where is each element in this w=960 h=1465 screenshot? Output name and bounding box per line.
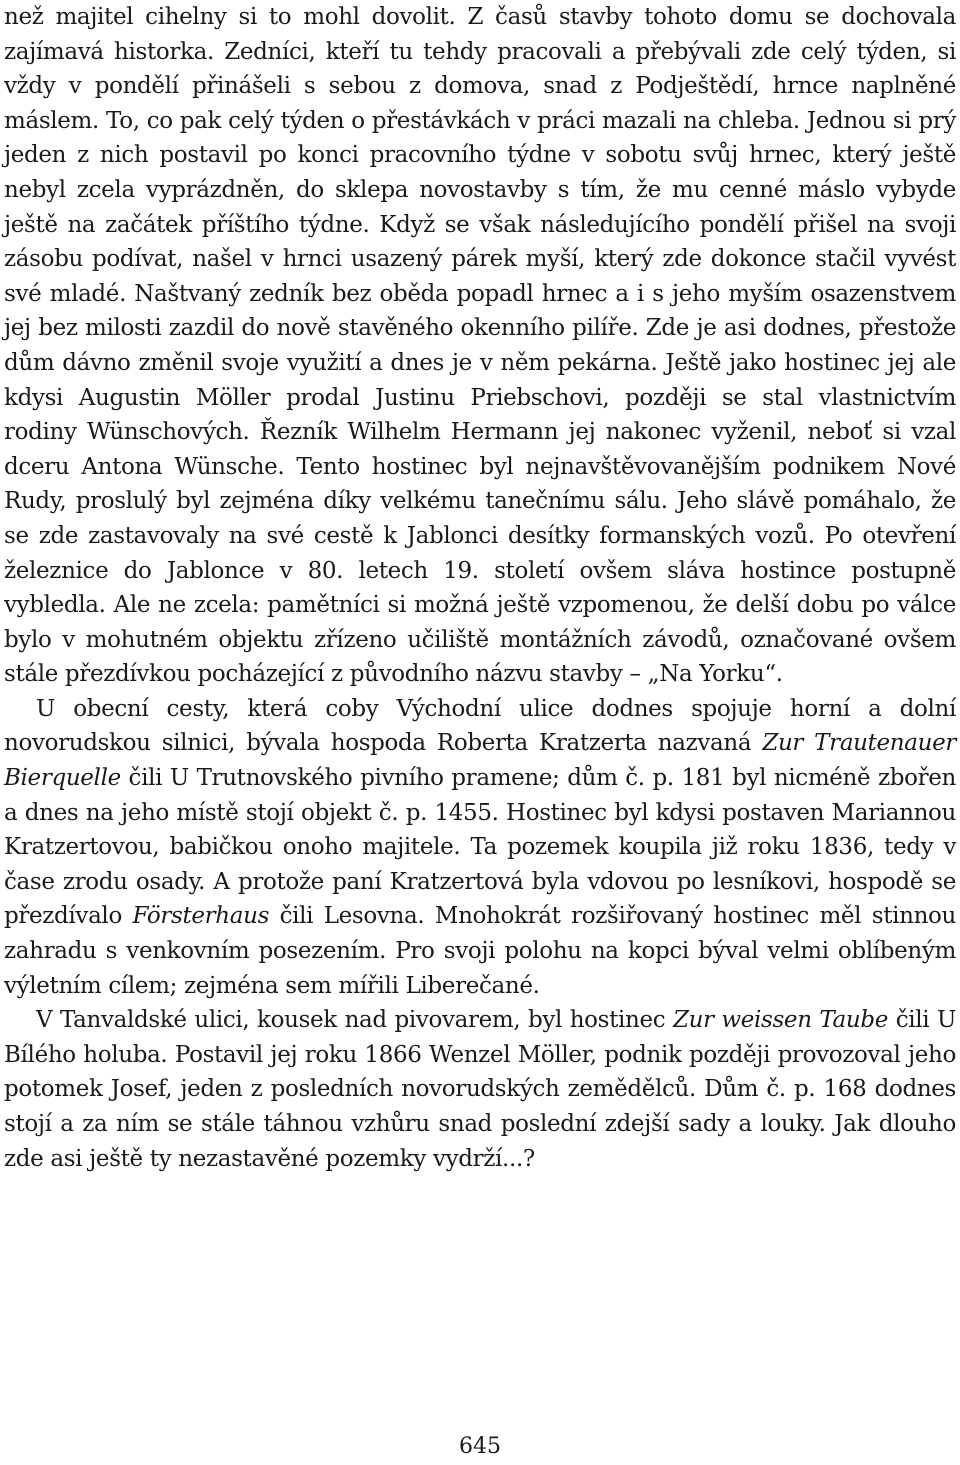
italic-title-run: Zur weissen Taube [672,1007,889,1034]
page-number: 645 [459,1434,501,1459]
text-run: čili U Trutnovského pivního pramene; dům č. p. 181 byl nicméně zbořen a dnes na jeho místě stojí objekt č. p. 1455. Hostinec byl kdysi postaven Mariannou Kratzertovou, babičkou onoho majitele. Ta pozemek koupila již roku 1836, tedy v čase zrodu osady. A protože paní Kratzertová byla vdovou po lesníkovi, hospodě se přezdívalo [4,765,956,930]
text-run: čili U Bílého holuba. Postavil jej roku 1866 Wenzel Möller, podnik později provozoval jeho potomek Josef, jeden z posledních novorudských zemědělců. Dům č. p. 168 dodnes stojí a za ním se stále táhnou vzhůru snad poslední zdejší sady a louky. Jak dlouho zde asi ještě ty nezastavěné pozemky vydrží...? [4,1007,956,1172]
italic-title-run: Försterhaus [132,903,270,930]
paragraph-kratzert-inn [4,692,956,1003]
text-run: než majitel cihelny si to mohl dovolit. Z časů stavby tohoto domu se dochovala zajímavá historka. Zedníci, kteří tu tehdy pracovali a přebývali zde celý týden, si vždy v pondělí přinášeli s sebou z domova, snad z Podještědí, hrnce naplněné máslem. To, co pak celý týden o přestávkách v práci mazali na chleba. Jednou si prý jeden z nich postavil po konci pracovního týdne v sobotu svůj hrnec, který ještě nebyl zcela vyprázdněn, do sklepa novostavby s tím, že mu cenné máslo vybyde ještě na začátek příštího týdne. Když se však následujícího pondělí přišel na svoji zásobu podívat, našel v hrnci usazený párek myší, který zde dokonce stačil vyvést své mladé. Naštvaný zedník bez oběda popadl hrnec a i s jeho myším osazenstvem jej bez milosti zazdil do nově stavěného okenního pilíře. Zde je asi dodnes, přestože dům dávno změnil svoje využití a dnes je v něm pekárna. Ještě jako hostinec jej ale kdysi Augustin Möller prodal Justinu Priebschovi, později se stal vlastnictvím rodiny Wünschových. Řezník Wilhelm Hermann jej nakonec vyženil, neboť si vzal dceru Antona Wünsche. Tento hostinec byl nejnavštěvovanějším podnikem Nové Rudy, proslulý byl zejména díky velkému tanečnímu sálu. Jeho slávě pomáhalo, že se zde zastavovaly na své cestě k Jablonci desítky formanských vozů. Po otevření železnice do Jablonce v 80. letech 19. století ovšem sláva hostince postupně vybledla. Ale ne zcela: pamětníci si možná ještě vzpomenou, že delší dobu po válce bylo v mohutném objektu zřízeno učiliště montážních závodů, označované ovšem stále přezdívkou pocházející z původního názvu stavby – „Na Yorku“. [4,4,956,688]
text-run: čili Lesovna. Mnohokrát rozšiřovaný hostinec měl stinnou zahradu s venkovním posezením. Pro svoji polohu na kopci býval velmi oblíbeným výletním cílem; zejména sem mířili Liberečané. [4,903,956,999]
paragraph-white-dove-inn [4,1003,956,1176]
text-run: U obecní cesty, která coby Východní ulice dodnes spojuje horní a dolní novorudskou silnici, bývala hospoda Roberta Kratzerta nazvaná [4,695,956,757]
paragraph-continuation [4,0,956,692]
italic-title-run: Zur Trautenauer Bierquelle [4,730,956,792]
page-body [4,0,956,1176]
text-run: V Tanvaldské ulici, kousek nad pivovarem, byl hostinec [36,1007,673,1034]
